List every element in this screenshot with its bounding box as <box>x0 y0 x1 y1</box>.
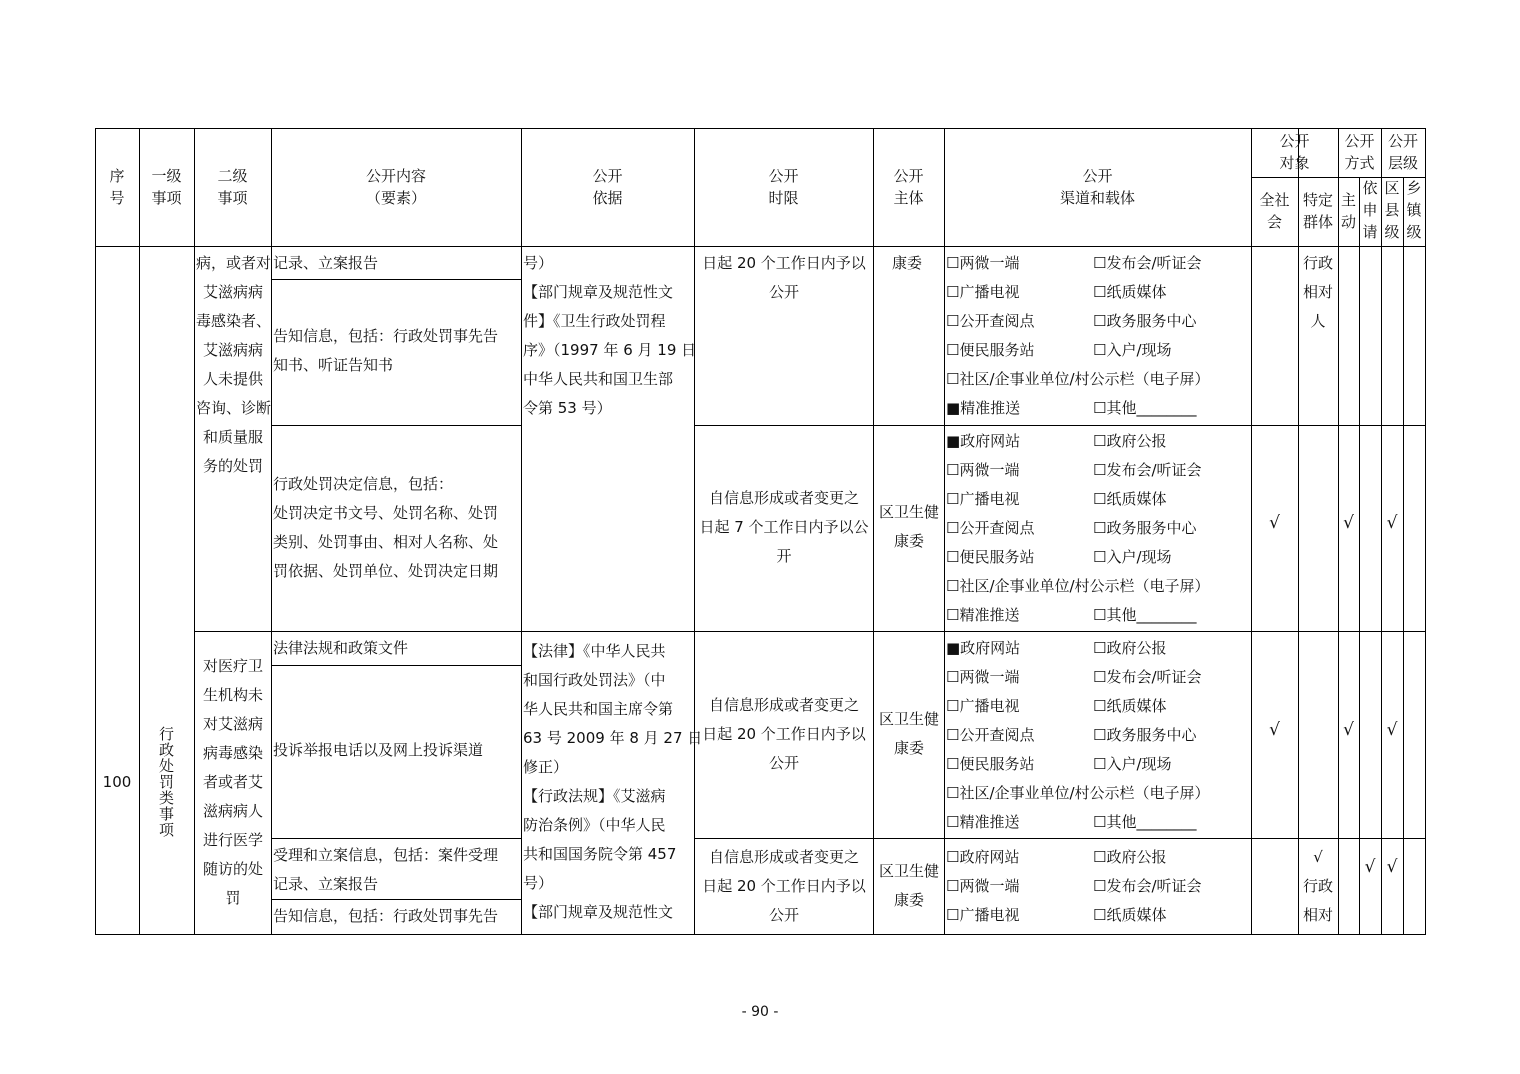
table-rule <box>194 128 195 935</box>
table-rule <box>95 128 1426 129</box>
header-timelimit <box>694 165 873 209</box>
row100-basis: 修正） <box>523 758 569 776</box>
row100-subject-filing: 康委 <box>893 891 924 909</box>
row99-channel-a-option[interactable]: ☐其他________ <box>1093 399 1197 417</box>
header-subject-line: 主体 <box>893 189 924 207</box>
row99-channel-b-option[interactable]: ☐社区/企事业单位/村公示栏（电子屏） <box>946 577 1210 595</box>
row100-content-notice: 告知信息，包括：行政处罚事先告 <box>273 907 499 925</box>
row100-level2: 病毒感染 <box>202 744 263 762</box>
row99-channel-a-option[interactable]: ☐便民服务站 <box>946 341 1035 359</box>
row100-channel-a-option[interactable]: ☐政务服务中心 <box>1093 726 1197 744</box>
row99-subject-decision: 康委 <box>893 532 924 550</box>
header-object-specific <box>1298 189 1338 233</box>
row99-content-notice: 知书、听证告知书 <box>273 356 394 374</box>
table-rule <box>694 128 695 935</box>
row99-channel-a-option[interactable]: ■精准推送 <box>946 399 1021 417</box>
row100-timelimit-filing: 日起 20 个工作日内予以 <box>702 877 866 895</box>
header-basis <box>521 165 694 209</box>
row99-channel-b-option[interactable]: ☐发布会/听证会 <box>1093 461 1202 479</box>
row100-timelimit: 公开 <box>768 754 799 772</box>
table-rule <box>139 128 140 935</box>
row100-level2: 进行医学 <box>202 831 263 849</box>
header-object-line: 对象 <box>1279 154 1310 172</box>
header-tier-county-line: 区 <box>1384 179 1400 197</box>
header-tier-town <box>1403 177 1425 243</box>
row100-channel-a-option[interactable]: ☐发布会/听证会 <box>1093 668 1202 686</box>
row99-timelimit-decision: 开 <box>776 547 792 565</box>
row100-subject: 区卫生健 <box>878 710 939 728</box>
row99-channel-b-option[interactable]: ☐广播电视 <box>946 490 1020 508</box>
row100-level2: 生机构未 <box>202 686 263 704</box>
row100-specific-group: 行政 <box>1302 877 1333 895</box>
row99-channel-b-option[interactable]: ☐其他________ <box>1093 606 1197 624</box>
row100-basis: 【法律】《中华人民共 <box>523 642 666 660</box>
row99-specific-group: 相对 <box>1302 283 1333 301</box>
page-number: - 90 - <box>741 1004 779 1020</box>
row99-channel-b-option[interactable]: ☐政府公报 <box>1093 432 1167 450</box>
row100-channel-a-option[interactable]: ☐入户/现场 <box>1093 755 1172 773</box>
row99-channel-a-option[interactable]: ☐政务服务中心 <box>1093 312 1197 330</box>
row99-channel-b-option[interactable]: ☐便民服务站 <box>946 548 1035 566</box>
check-mark: √ <box>1343 720 1354 740</box>
row99-channel-a-option[interactable]: ☐广播电视 <box>946 283 1020 301</box>
row100-channel-a-option[interactable]: ☐精准推送 <box>946 813 1020 831</box>
row99-channel-b-option[interactable]: ☐纸质媒体 <box>1093 490 1167 508</box>
header-object <box>1251 130 1338 174</box>
row100-specific-group: √ <box>1313 848 1323 866</box>
row99-channel-a-option[interactable]: ☐两微一端 <box>946 254 1020 272</box>
row100-level2: 罚 <box>225 889 241 907</box>
row100-channel-a-option[interactable]: ☐公开查阅点 <box>946 726 1035 744</box>
row100-level2: 随访的处 <box>202 860 263 878</box>
row99-content-record: 记录、立案报告 <box>273 254 379 272</box>
header-content <box>271 165 521 209</box>
table-rule <box>95 128 96 935</box>
row99-specific-group: 人 <box>1310 312 1326 330</box>
header-method-line: 公开 <box>1344 132 1375 150</box>
row99-level2: 人未提供 <box>202 370 263 388</box>
header-channel <box>944 165 1251 209</box>
row99-content-decision: 类别、处罚事由、相对人名称、处 <box>273 533 499 551</box>
row100-subject: 康委 <box>893 739 924 757</box>
header-level1 <box>139 165 194 209</box>
row100-channel-b-option[interactable]: ☐发布会/听证会 <box>1093 877 1202 895</box>
header-basis-line: 公开 <box>592 167 623 185</box>
row99-basis: 件】《卫生行政处罚程 <box>523 312 666 330</box>
table-rule <box>271 838 522 839</box>
table-rule <box>271 279 522 280</box>
header-seq-line: 序 <box>109 167 125 185</box>
row99-level2: 毒感染者、 <box>196 312 272 330</box>
row100-basis: 【行政法规】《艾滋病 <box>523 787 666 805</box>
header-method-active-line: 动 <box>1340 213 1356 231</box>
row99-channel-b-option[interactable]: ☐精准推送 <box>946 606 1020 624</box>
table-rule <box>694 838 1426 839</box>
row99-basis: 令第 53 号） <box>523 399 612 417</box>
header-object-all-line: 全社 <box>1259 191 1290 209</box>
header-content-line: （要素） <box>365 189 426 207</box>
row100-timelimit-filing: 公开 <box>768 906 799 924</box>
row99-level2: 务的处罚 <box>202 457 263 475</box>
row99-channel-a-option[interactable]: ☐社区/企事业单位/村公示栏（电子屏） <box>946 370 1210 388</box>
header-basis-line: 依据 <box>592 189 623 207</box>
row100-channel-a-option[interactable]: ☐便民服务站 <box>946 755 1035 773</box>
header-content-line: 公开内容 <box>365 167 426 185</box>
header-tier-line: 公开 <box>1387 132 1418 150</box>
table-rule <box>271 425 522 426</box>
header-method-apply-line: 申 <box>1362 201 1378 219</box>
row100-channel-a-option[interactable]: ☐广播电视 <box>946 697 1020 715</box>
header-seq <box>95 165 139 209</box>
row99-channel-b-option[interactable]: ☐公开查阅点 <box>946 519 1035 537</box>
row100-level1: 行政处罚类事项 <box>157 726 175 838</box>
check-mark: √ <box>1269 513 1280 533</box>
row100-channel-a-option[interactable]: ☐其他________ <box>1093 813 1197 831</box>
row99-specific-group: 行政 <box>1302 254 1333 272</box>
row100-channel-b-option[interactable]: ☐广播电视 <box>946 906 1020 924</box>
header-object-all-line: 会 <box>1266 213 1282 231</box>
table-rule <box>1251 128 1252 935</box>
row100-timelimit: 自信息形成或者变更之 <box>708 696 859 714</box>
row99-level2: 病，或者对 <box>196 254 272 272</box>
row100-content-filing: 受理和立案信息，包括：案件受理 <box>273 846 499 864</box>
row100-timelimit-filing: 自信息形成或者变更之 <box>708 848 859 866</box>
header-method-apply <box>1359 177 1381 243</box>
table-rule <box>944 128 945 935</box>
header-tier-county <box>1381 177 1403 243</box>
row99-channel-a-option[interactable]: ☐公开查阅点 <box>946 312 1035 330</box>
row100-basis: 【部门规章及规范性文 <box>523 903 674 921</box>
row99-timelimit: 公开 <box>768 283 799 301</box>
row99-subject-decision: 区卫生健 <box>878 503 939 521</box>
row99-content-decision: 罚依据、处罚单位、处罚决定日期 <box>273 562 499 580</box>
header-seq-line: 号 <box>109 189 125 207</box>
row99-content-decision: 处罚决定书文号、处罚名称、处罚 <box>273 504 499 522</box>
row100-basis: 共和国国务院令第 457 <box>523 845 677 863</box>
row99-level2: 和质量服 <box>202 428 263 446</box>
row100-channel-b-option[interactable]: ☐两微一端 <box>946 877 1020 895</box>
table-rule <box>95 246 1426 247</box>
header-timelimit-line: 公开 <box>768 167 799 185</box>
row99-timelimit: 日起 20 个工作日内予以 <box>702 254 866 272</box>
row100-channel-b-option[interactable]: ☐政府网站 <box>946 848 1020 866</box>
row100-level2: 者或者艾 <box>202 773 263 791</box>
table-rule <box>271 128 272 935</box>
row100-content-complaint: 投诉举报电话以及网上投诉渠道 <box>273 741 484 759</box>
table-rule <box>271 665 522 666</box>
row100-level2: 对艾滋病 <box>202 715 263 733</box>
row100-channel-a-option[interactable]: ■政府网站 <box>946 639 1021 657</box>
header-method <box>1338 130 1381 174</box>
check-mark: √ <box>1364 857 1376 877</box>
header-method-line: 方式 <box>1344 154 1375 172</box>
table-rule <box>521 128 522 935</box>
row100-level2: 对医疗卫 <box>202 657 263 675</box>
table-rule <box>694 425 1426 426</box>
row100-basis: 和国行政处罚法》（中 <box>523 671 666 689</box>
row99-subject: 康委 <box>892 254 923 272</box>
row100-channel-a-option[interactable]: ☐纸质媒体 <box>1093 697 1167 715</box>
row99-basis: 【部门规章及规范性文 <box>523 283 674 301</box>
row100-level2: 滋病病人 <box>202 802 263 820</box>
row99-channel-b-option[interactable]: ☐入户/现场 <box>1093 548 1172 566</box>
header-level2-line: 事项 <box>217 189 248 207</box>
row99-channel-a-option[interactable]: ☐纸质媒体 <box>1093 283 1167 301</box>
row99-timelimit-decision: 自信息形成或者变更之 <box>708 489 859 507</box>
header-subject <box>873 165 944 209</box>
row99-basis: 中华人民共和国卫生部 <box>523 370 674 388</box>
check-mark: √ <box>1386 720 1398 740</box>
header-object-specific-line: 特定 <box>1302 191 1333 209</box>
header-tier-town-line: 乡 <box>1406 179 1422 197</box>
table-rule <box>1359 177 1360 935</box>
row100-channel-a-option[interactable]: ☐政府公报 <box>1093 639 1167 657</box>
table-rule <box>271 899 522 900</box>
header-level1-line: 事项 <box>151 189 182 207</box>
header-timelimit-line: 时限 <box>768 189 799 207</box>
header-tier-line: 层级 <box>1387 154 1418 172</box>
header-tier-county-line: 级 <box>1384 223 1400 241</box>
row100-basis: 63 号 2009 年 8 月 27 日 <box>523 729 703 747</box>
header-level1-line: 一级 <box>151 167 182 185</box>
table-rule <box>873 128 874 935</box>
row100-seq: 100 <box>102 773 132 791</box>
header-method-active <box>1338 189 1359 233</box>
check-mark: √ <box>1386 513 1398 533</box>
row99-channel-a-option[interactable]: ☐发布会/听证会 <box>1093 254 1202 272</box>
row99-channel-b-option[interactable]: ■政府网站 <box>946 432 1021 450</box>
row99-channel-b-option[interactable]: ☐政务服务中心 <box>1093 519 1197 537</box>
header-object-line: 公开 <box>1279 132 1310 150</box>
row99-level2: 咨询、诊断 <box>196 399 272 417</box>
check-mark: √ <box>1386 857 1398 877</box>
header-object-all <box>1251 189 1298 233</box>
header-level2-line: 二级 <box>217 167 248 185</box>
row99-basis: 号） <box>523 254 554 272</box>
header-tier-town-line: 级 <box>1406 223 1422 241</box>
header-channel-line: 渠道和载体 <box>1059 189 1135 207</box>
row99-content-notice: 告知信息，包括：行政处罚事先告 <box>273 327 499 345</box>
row100-channel-b-option[interactable]: ☐政府公报 <box>1093 848 1167 866</box>
header-tier-county-line: 县 <box>1384 201 1400 219</box>
header-object-specific-line: 群体 <box>1302 213 1333 231</box>
row100-channel-a-option[interactable]: ☐两微一端 <box>946 668 1020 686</box>
row100-content-filing: 记录、立案报告 <box>273 875 379 893</box>
check-mark: √ <box>1269 720 1280 740</box>
row99-channel-b-option[interactable]: ☐两微一端 <box>946 461 1020 479</box>
row100-channel-b-option[interactable]: ☐纸质媒体 <box>1093 906 1167 924</box>
row100-subject-filing: 区卫生健 <box>878 862 939 880</box>
header-channel-line: 公开 <box>1082 167 1113 185</box>
header-method-apply-line: 请 <box>1362 223 1378 241</box>
header-tier <box>1381 130 1425 174</box>
row99-level2: 艾滋病病 <box>202 283 263 301</box>
header-level2 <box>194 165 271 209</box>
header-method-active-line: 主 <box>1340 191 1356 209</box>
check-mark: √ <box>1343 513 1354 533</box>
header-tier-town-line: 镇 <box>1406 201 1422 219</box>
row99-timelimit-decision: 日起 7 个工作日内予以公 <box>699 518 869 536</box>
row100-basis: 华人民共和国主席令第 <box>523 700 674 718</box>
row100-specific-group: 相对 <box>1302 906 1333 924</box>
header-subject-line: 公开 <box>893 167 924 185</box>
row99-content-decision: 行政处罚决定信息，包括： <box>273 475 454 493</box>
row99-channel-a-option[interactable]: ☐入户/现场 <box>1093 341 1172 359</box>
table-rule <box>95 934 1426 935</box>
row100-content-law: 法律法规和政策文件 <box>273 639 409 657</box>
row99-basis: 序》（1997 年 6 月 19 日 <box>523 341 697 359</box>
row100-timelimit: 日起 20 个工作日内予以 <box>702 725 866 743</box>
table-rule <box>194 631 1426 632</box>
table-rule <box>1425 128 1426 935</box>
row100-basis: 号） <box>523 874 554 892</box>
table-rule <box>1403 177 1404 935</box>
row100-basis: 防治条例》（中华人民 <box>523 816 666 834</box>
row100-channel-a-option[interactable]: ☐社区/企事业单位/村公示栏（电子屏） <box>946 784 1210 802</box>
row99-level2: 艾滋病病 <box>202 341 263 359</box>
header-method-apply-line: 依 <box>1362 179 1378 197</box>
